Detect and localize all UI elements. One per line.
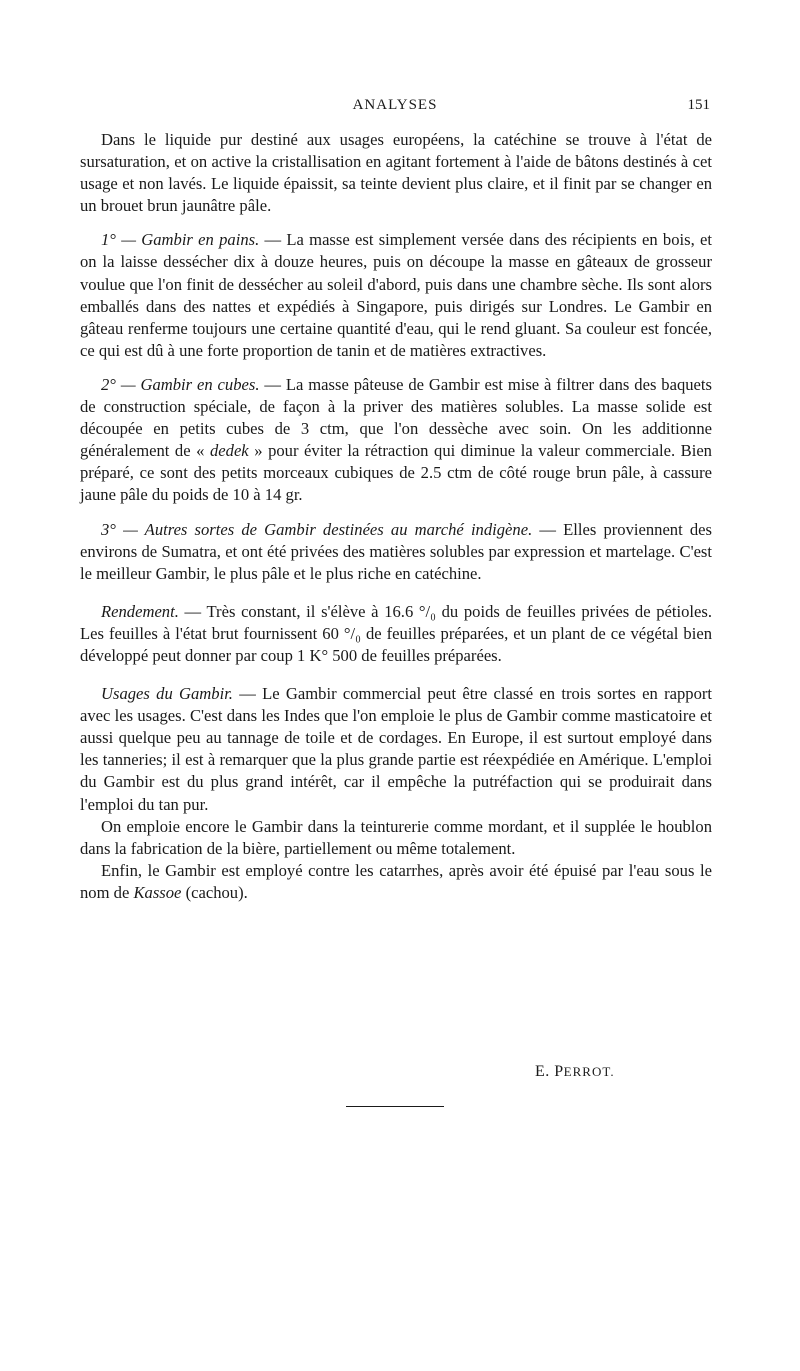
paragraph-text-enfin-b: (cachou). (181, 882, 248, 902)
paragraph-gambir-en-cubes (80, 374, 712, 507)
running-header (80, 97, 710, 121)
paragraph-text-usages: — Le Gambir commercial peut être classé en trois sortes en rapport avec les usages. C'est dans les Indes que l'on emploie le plus de Gambir comme masticatoire et aussi quelque peu au tannage de toile et de cordages. En Europe, il est surtout employé dans les tanneries; il est à remarquer que la plus grande partie est réexpédiée en Amérique. L'emploi du Gambir est du plus grand intérêt, car il empêche la putréfaction qui se produirait dans l'emploi du tan pur. (80, 684, 712, 814)
body-text (80, 129, 712, 904)
paragraph-text-rendement: — Très constant, il s'élève à 16.6 °/₀ du poids de feuilles privées de pétioles. Les feuilles à l'état brut fournissent 60 °/₀ de feuilles préparées, et un plant de ce végétal bien développé peut donner par coup 1 K° 500 de feuilles préparées. (80, 601, 712, 665)
paragraph-text-enfin-a: Enfin, le Gambir est employé contre les catarrhes, après avoir été épuisé par l'eau sous le nom de (80, 860, 712, 902)
paragraph-text-autres: — Elles proviennent des environs de Sumatra, et ont été privées des matières solubles par expression et martelage. C'est le meilleur Gambir, le plus pâle et le plus riche en catéchine. (80, 519, 712, 583)
author-signature (535, 1063, 615, 1081)
page-number: 151 (687, 97, 710, 113)
intro-paragraph: Dans le liquide pur destiné aux usages européens, la catéchine se trouve à l'état de sursaturation, et on active la cristallisation en agitant fortement à l'aide de bâtons destinés à cet usage et non lavés. Le liquide épaissit, sa teinte devient plus claire, et il finit par se changer en un brouet brun jaunâtre pâle. (80, 130, 712, 216)
paragraph-usages (80, 683, 712, 816)
paragraph-autres-sortes (80, 519, 712, 585)
signature-surname: ERROT. (563, 1064, 615, 1079)
paragraph-text-cubes-b: » pour éviter la rétraction qui diminue la valeur commerciale. Bien préparé, ce sont des petits morceaux cubiques de 2.5 ctm de côté rouge brun pâle, à cassure jaune pâle du poids de 10 à 14 gr. (80, 441, 712, 505)
paragraph-text-cubes-a: — La masse pâteuse de Gambir est mise à filtrer dans des baquets de construction spéciale, de façon à la priver des matières solubles. La masse solide est découpée en petits cubes de 3 ctm, que l'on dessèche avec soin. On les additionne généralement de « (80, 374, 712, 461)
paragraph-gambir-en-pains (80, 229, 712, 362)
paragraph-enfin (80, 860, 712, 904)
paragraph-rendement (80, 601, 712, 667)
section-title-usages: Usages du Gambir. (101, 684, 233, 704)
section-title-rendement: Rendement. (101, 601, 179, 621)
paragraph-teinturerie: On emploie encore le Gambir dans la teinturerie comme mordant, et il supplée le houblon dans la fabrication de la bière, partiellement ou même totalement. (80, 816, 712, 858)
closing-rule (346, 1106, 444, 1107)
signature-initial: E. P (535, 1063, 564, 1080)
running-title: ANALYSES (352, 97, 438, 113)
term-dedek: dedek (209, 441, 249, 461)
section-title-pains: 1° — Gambir en pains. (101, 230, 260, 250)
paragraph-text-pains: — La masse est simplement versée dans des récipients en bois, et on la laisse dessécher dix à douze heures, puis on découpe la masse en gâteaux de grosseur voulue que l'on finit de dessécher au soleil d'abord, puis dans une chambre sèche. Ils sont alors emballés dans des nattes et expédiés à Singapore, puis dirigés sur Londres. Le Gambir en gâteau renferme toujours une certaine quantité d'eau, qui le rend gluant. Sa couleur est foncée, ce qui est dû à une forte proportion de tanin et de matières extractives. (80, 230, 712, 360)
term-kassoe: Kassoe (133, 882, 182, 902)
section-title-cubes: 2° — Gambir en cubes. (101, 374, 260, 394)
section-title-autres: 3° — Autres sortes de Gambir destinées au marché indigène. (101, 519, 533, 539)
